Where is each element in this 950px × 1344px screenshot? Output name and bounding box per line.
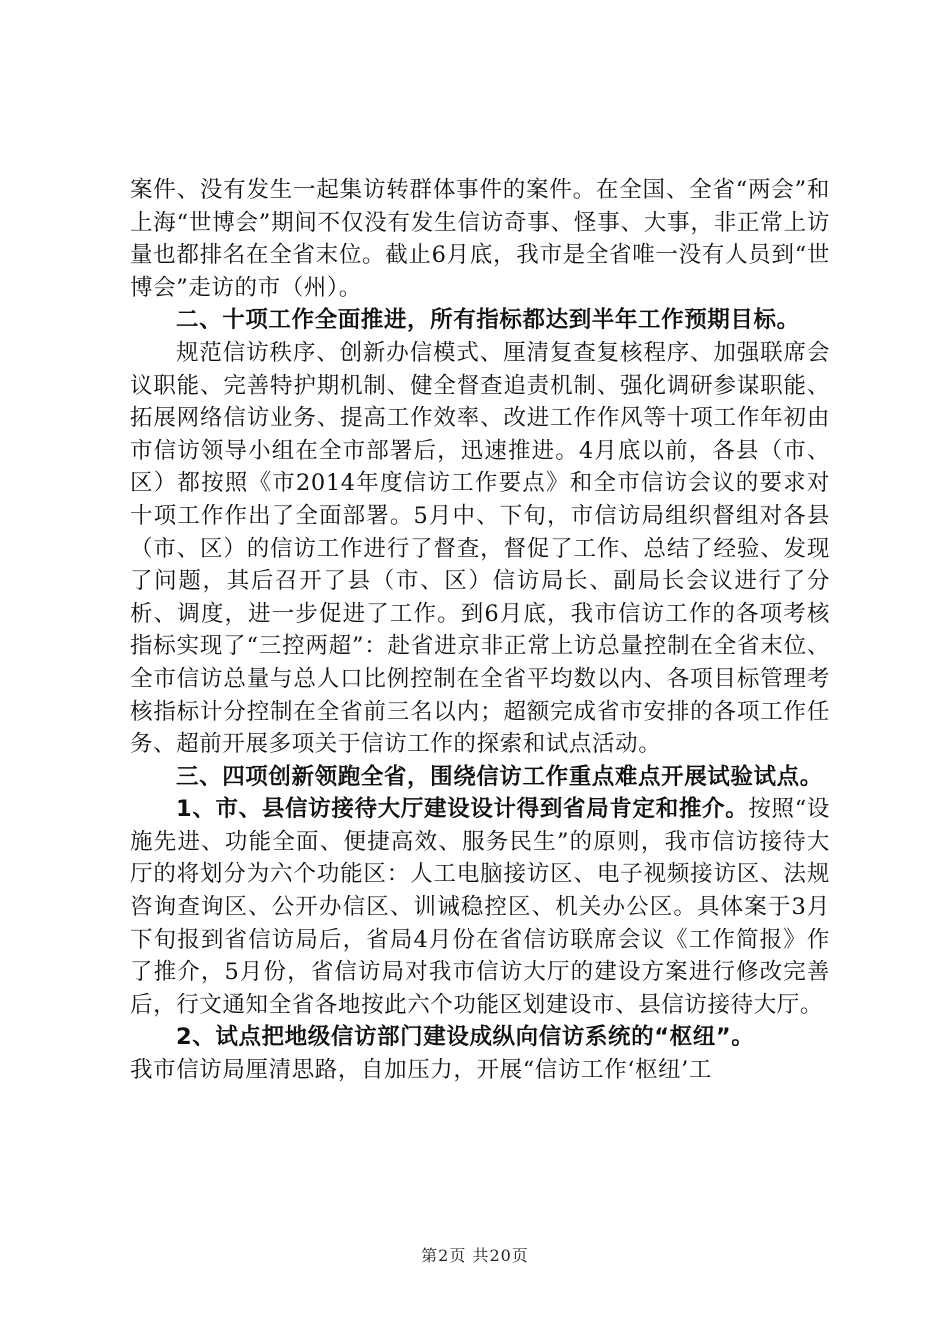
page-footer: 第2页 共20页 <box>421 1246 529 1265</box>
document-body <box>130 174 830 1087</box>
subheading-hub-pilot: 2、试点把地级信访部门建设成纵向信访系统的“枢纽”。 <box>176 1024 755 1051</box>
paragraph-reception-hall-text: 1、市、县信访接待大厅建设设计得到省局肯定和推介。 <box>176 796 749 823</box>
paragraph-reception-hall <box>130 793 830 1021</box>
section-heading-two: 二、十项工作全面推进，所有指标都达到半年工作预期目标。 <box>176 307 800 334</box>
paragraph-reception-hall-body: 按照“设施先进、功能全面、便捷高效、服务民生”的原则，我市信访接待大厅的将划分为六个功能区：人工电脑接访区、电子视频接访区、法规咨询查询区、公开办信区、训诫稳控区、机关办公区。具体案于3月下旬报到省信访局后，省局4月份在省信访联席会议《工作简报》作了推介，5月份，省信访局对我市信访大厅的建设方案进行修改完善后，行文通知全省各地按此六个功能区划建设市、县信访接待大厅。 <box>130 796 830 1018</box>
paragraph-continued: 案件、没有发生一起集访转群体事件的案件。在全国、全省“两会”和上海“世博会”期间不仅没有发生信访奇事、怪事、大事，非正常上访量也都排名在全省末位。截止6月底，我市是全省唯一没有人员到“世博会”走访的市（州）。 <box>130 177 830 301</box>
paragraph-ten-tasks: 规范信访秩序、创新办信模式、厘清复查复核程序、加强联席会议职能、完善特护期机制、健全督查追责机制、强化调研参谋职能、拓展网络信访业务、提高工作效率、改进工作作风等十项工作年初由市信访领导小组在全市部署后，迅速推进。4月底以前，各县（市、区）都按照《市2014年度信访工作要点》和全市信访会议的要求对十项工作作出了全面部署。5月中、下旬，市信访局组织督组对各县（市、区）的信访工作进行了督查，督促了工作、总结了经验、发现了问题，其后召开了县（市、区）信访局长、副局长会议进行了分析、调度，进一步促进了工作。到6月底，我市信访工作的各项考核指标实现了“三控两超”：赴省进京非正常上访总量控制在全省末位、全市信访总量与总人口比例控制在全省平均数以内、各项目标管理考核指标计分控制在全省前三名以内；超额完成省市安排的各项工作任务、超前开展多项关于信访工作的探索和试点活动。 <box>130 339 830 758</box>
paragraph-hub-pilot: 我市信访局厘清思路，自加压力，开展“信访工作‘枢纽’工 <box>130 1057 713 1084</box>
section-heading-three: 三、四项创新领跑全省，围绕信访工作重点难点开展试验试点。 <box>176 763 823 790</box>
